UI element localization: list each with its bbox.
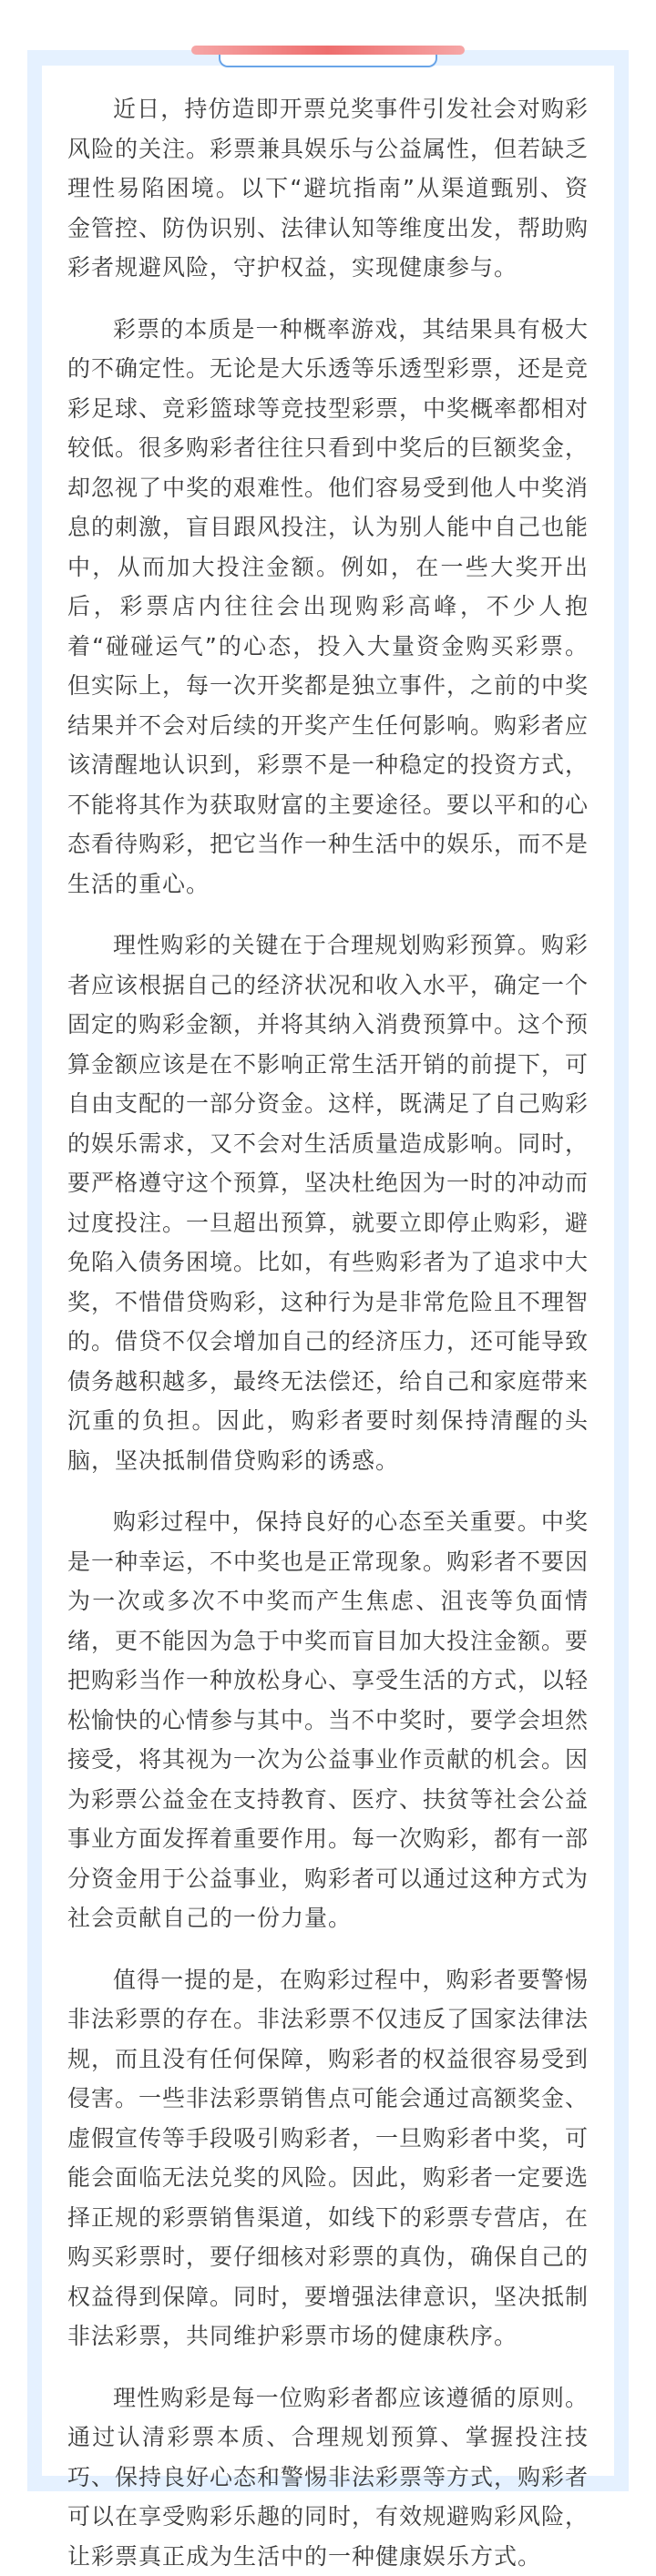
header-decoration-bar — [191, 46, 465, 55]
article-paragraph: 购彩过程中，保持良好的心态至关重要。中奖是一种幸运，不中奖也是正常现象。购彩者不要因为一次或多次不中奖而产生焦虑、沮丧等负面情绪，更不能因为急于中奖而盲目加大投注金额。要把购彩当作一种放松身心、享受生活的方式，以轻松愉快的心情参与其中。当不中奖时，要学会坦然接受，将其视为一次为公益事业作贡献的机会。因为彩票公益金在支持教育、医疗、扶贫等社会公益事业方面发挥着重要作用。每一次购彩，都有一部分资金用于公益事业，购彩者可以通过这种方式为社会贡献自己的一份力量。 — [67, 1502, 589, 1938]
article-card — [42, 66, 614, 2476]
article-paragraph: 值得一提的是，在购彩过程中，购彩者要警惕非法彩票的存在。非法彩票不仅违反了国家法律法规，而且没有任何保障，购彩者的权益很容易受到侵害。一些非法彩票销售点可能会通过高额奖金、虚假宣传等手段吸引购彩者，一旦购彩者中奖，可能会面临无法兑奖的风险。因此，购彩者一定要选择正规的彩票销售渠道，如线下的彩票专营店，在购买彩票时，要仔细核对彩票的真伪，确保自己的权益得到保障。同时，要增强法律意识，坚决抵制非法彩票，共同维护彩票市场的健康秩序。 — [67, 1960, 589, 2356]
article-paragraph: 理性购彩是每一位购彩者都应该遵循的原则。通过认清彩票本质、合理规划预算、掌握投注技巧、保持良好心态和警惕非法彩票等方式，购彩者可以在享受购彩乐趣的同时，有效规避购彩风险，让彩票真正成为生活中的一种健康娱乐方式。 — [67, 2378, 589, 2576]
article-paragraph: 彩票的本质是一种概率游戏，其结果具有极大的不确定性。无论是大乐透等乐透型彩票，还是竞彩足球、竞彩篮球等竞技型彩票，中奖概率都相对较低。很多购彩者往往只看到中奖后的巨额奖金，却忽视了中奖的艰难性。他们容易受到他人中奖消息的刺激，盲目跟风投注，认为别人能中自己也能中，从而加大投注金额。例如，在一些大奖开出后，彩票店内往往会出现购彩高峰，不少人抱着“碰碰运气”的心态，投入大量资金购买彩票。但实际上，每一次开奖都是独立事件，之前的中奖结果并不会对后续的开奖产生任何影响。购彩者应该清醒地认识到，彩票不是一种稳定的投资方式，不能将其作为获取财富的主要途径。要以平和的心态看待购彩，把它当作一种生活中的娱乐，而不是生活的重心。 — [67, 310, 589, 905]
article-paragraph: 理性购彩的关键在于合理规划购彩预算。购彩者应该根据自己的经济状况和收入水平，确定一个固定的购彩金额，并将其纳入消费预算中。这个预算金额应该是在不影响正常生活开销的前提下，可自由支配的一部分资金。这样，既满足了自己购彩的娱乐需求，又不会对生活质量造成影响。同时，要严格遵守这个预算，坚决杜绝因为一时的冲动而过度投注。一旦超出预算，就要立即停止购彩，避免陷入债务困境。比如，有些购彩者为了追求中大奖，不惜借贷购彩，这种行为是非常危险且不理智的。借贷不仅会增加自己的经济压力，还可能导致债务越积越多，最终无法偿还，给自己和家庭带来沉重的负担。因此，购彩者要时刻保持清醒的头脑，坚决抵制借贷购彩的诱惑。 — [67, 925, 589, 1480]
article-paragraph: 近日，持仿造即开票兑奖事件引发社会对购彩风险的关注。彩票兼具娱乐与公益属性，但若缺乏理性易陷困境。以下“避坑指南”从渠道甄别、资金管控、防伪识别、法律认知等维度出发，帮助购彩者规避风险，守护权益，实现健康参与。 — [67, 89, 589, 288]
